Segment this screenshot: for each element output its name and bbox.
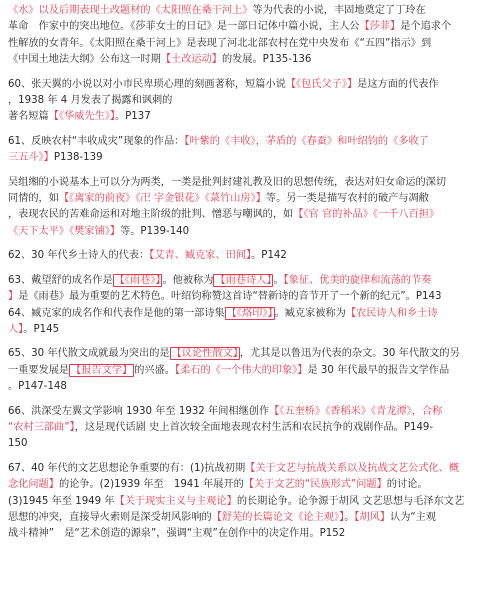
highlighted-term: 【报告文学】 — [71, 364, 133, 376]
text-line — [8, 346, 482, 362]
highlighted-term: 【叶紫的《丰收》，茅盾的《春蚕》和叶绍钧的《多收了 — [184, 135, 429, 147]
highlighted-term: 【《烙印》】 — [226, 307, 273, 319]
text-segment: 63、戴望舒的成名作是 — [8, 274, 113, 286]
text-segment: 。他被称为 — [162, 274, 214, 286]
paragraph — [8, 248, 482, 264]
text-segment: 的长期论争。论争源于胡风 文艺思想与毛泽东文艺 — [236, 495, 465, 507]
paragraph — [8, 134, 482, 167]
text-line — [8, 363, 482, 379]
text-segment: 等。P139-140 — [120, 225, 190, 237]
text-line — [8, 510, 482, 526]
paragraph — [8, 346, 482, 395]
paragraph — [8, 273, 482, 339]
text-segment: 64、臧克家的成名作和代表作是他的第一部诗集 — [8, 307, 225, 319]
text-line — [8, 420, 482, 436]
paragraph — [8, 3, 482, 69]
highlighted-term: 【象征、优美的旋律和流荡的节奏 — [283, 274, 432, 286]
text-line — [8, 77, 482, 93]
text-segment: P138-139 — [53, 152, 103, 164]
text-segment: 的讨论。 — [386, 479, 428, 491]
text-segment: 。 — [273, 274, 284, 286]
text-line — [8, 461, 482, 477]
text-segment: 是这方面的代表作 — [357, 78, 439, 90]
text-segment: 等为代表的小说，丰固地奠定了丁玲在 — [252, 5, 426, 16]
text-line — [8, 379, 482, 395]
text-segment: 《中国土地法大纲》公布这一时期 — [8, 54, 161, 66]
text-segment: 一重要发展是 — [8, 364, 70, 376]
text-segment: 等。另一类是描写农村的破产与凋敝 — [265, 193, 429, 205]
text-segment: 革命 作家中的突出地位。《莎菲女士的日记》是一部日记体中篇小说，主人公 — [8, 21, 360, 33]
text-segment: 65、30 年代散文成就最为突出的是 — [8, 348, 170, 360]
text-segment: ，1938 年 4 月发表了揭露和讽刺的 — [8, 95, 173, 107]
highlighted-term: 【艾青、臧克家、田间】 — [149, 250, 252, 262]
text-segment: 的论争。(2)1939 年至 1941 年展开的 — [58, 479, 244, 491]
text-segment: 67、40 年代的文艺思想论争重要的有：(1)抗战初期 — [8, 462, 246, 474]
highlighted-term: 【土改运动】 — [160, 54, 222, 66]
paragraph — [8, 461, 482, 543]
paragraph-gap — [8, 69, 482, 77]
highlighted-term: 《水》以及后期表现土改题材的《太阳照在桑干河上》 — [8, 5, 253, 16]
highlighted-term: “农村三部曲”】 — [8, 421, 75, 433]
highlighted-term: 【柔石的《一个伟大的印象》】 — [175, 364, 308, 376]
text-line — [8, 224, 482, 240]
text-segment: 62、30 年代乡土诗人的代表： — [8, 250, 150, 262]
text-line — [8, 134, 482, 150]
highlighted-term: 【农民诗人和乡土诗 — [345, 307, 438, 319]
text-segment: 吴组缃的小说基本上可以分为两类，一类是批判封建礼教及旧的思想传统，表达对妇女命运的深切 — [8, 176, 447, 188]
text-segment: 66、洪深受左翼文学影响 1930 年至 1932 年间相继创作 — [8, 405, 270, 417]
text-segment: 是 30 年代最早的报告文学作品 — [307, 364, 450, 376]
text-segment: 同情的，如 — [8, 193, 59, 205]
paragraph — [8, 404, 482, 453]
text-segment: 。P147-148 — [8, 381, 67, 393]
text-line — [8, 191, 482, 207]
highlighted-term: 【《华威先生》】 — [48, 111, 115, 123]
highlighted-term: 【舒芜的长篇论文《论主观》】 — [211, 511, 345, 523]
highlighted-term: 【《离家的前夜》《卍 字金银花》《菉竹山房》】 — [58, 193, 266, 205]
text-segment: 是《雨巷》最为重要的艺术特色。叶绍钧称赞这首诗“替新诗的音节开了一个新的纪元”。P143 — [18, 291, 442, 303]
text-segment: 61、反映农村“丰收成灾”现象的作品： — [8, 135, 185, 147]
highlighted-term: 【雨巷诗人】 — [215, 274, 272, 286]
highlighted-term: 【关于现实主义与主观论】 — [114, 495, 237, 507]
text-line — [8, 36, 482, 52]
highlighted-term: 人】 — [8, 323, 24, 335]
text-segment: 是个追求个 — [400, 21, 452, 33]
paragraph-gap — [8, 126, 482, 134]
text-segment: 。P142 — [251, 250, 287, 262]
text-segment: 150 — [8, 438, 28, 450]
text-segment: ，表现农民的苦难命运和对地主阶级的批判、憎恶与嘲讽的，如 — [8, 209, 294, 221]
text-line — [8, 289, 482, 305]
text-line — [8, 306, 482, 322]
paragraph-gap — [8, 453, 482, 461]
text-segment: 认为“主观 — [390, 511, 437, 523]
text-segment: 著名短篇 — [8, 111, 49, 123]
highlighted-term: 【关于文艺的“民族形式”问题】 — [243, 479, 387, 491]
text-segment: 的发展。P135-136 — [221, 54, 312, 66]
text-segment: 。P137 — [114, 111, 151, 123]
text-line — [8, 150, 482, 166]
text-line — [8, 175, 482, 191]
text-line — [8, 436, 482, 452]
text-line — [8, 207, 482, 223]
text-segment: (3)1945 年至 1949 年 — [8, 495, 115, 507]
text-line — [8, 109, 482, 125]
text-line — [8, 273, 482, 289]
highlighted-term: 【《五奎桥》《香稻米》《青龙潭》，合称 — [269, 405, 443, 417]
text-segment: ，尤其是以鲁迅为代表的杂文。30 年代散文的另 — [239, 348, 460, 360]
text-line — [8, 93, 482, 109]
highlighted-term: 《天下太平》《樊家铺》】 — [8, 225, 121, 237]
highlighted-term: 【胡风】 — [354, 511, 391, 523]
text-line — [8, 52, 482, 68]
highlighted-term: 【莎菲】 — [359, 21, 401, 33]
paragraph — [8, 77, 482, 126]
highlighted-term: 【议论性散文】 — [171, 348, 238, 360]
text-segment: ，这是现代话剧 史上首次较全面地表现农村生活和农民抗争的戏剧作品。P149- — [74, 421, 434, 433]
highlighted-term: 【关于文艺与抗战关系以及抗战文艺公式化、概 — [245, 462, 460, 474]
text-line — [8, 526, 482, 542]
paragraph-gap — [8, 396, 482, 404]
text-line — [8, 19, 482, 35]
text-line — [8, 404, 482, 420]
paragraph-gap — [8, 240, 482, 248]
text-segment: 。臧克家被称为 — [274, 307, 346, 319]
highlighted-term: 【《包氏父子》】 — [285, 78, 358, 90]
text-segment: 性解放的女青年。《太阳照在桑干河上》是表现了河北北部农村在党中央发布《“五四”指示》到 — [8, 37, 432, 49]
highlighted-term: 】 — [8, 291, 19, 303]
text-segment: 。 — [344, 511, 355, 523]
highlighted-term: 【《雨巷》】 — [114, 274, 161, 286]
text-segment: 思想的冲突，直接导火索则是深受胡风影响的 — [8, 511, 212, 523]
paragraph-gap — [8, 167, 482, 175]
text-line — [8, 3, 482, 19]
paragraph-gap — [8, 338, 482, 346]
text-segment: 。P145 — [23, 323, 60, 335]
text-line — [8, 477, 482, 493]
text-line — [8, 494, 482, 510]
text-line — [8, 322, 482, 338]
text-line — [8, 248, 482, 264]
highlighted-term: 念化问题】 — [8, 479, 59, 491]
text-segment: 60、张天翼的小说以对小市民卑琐心理的刻画著称，短篇小说 — [8, 78, 286, 90]
highlighted-term: 三五斗》】 — [8, 152, 54, 164]
highlighted-term: 【《官 官的补品》《一千八百担》 — [293, 209, 440, 221]
paragraph-gap — [8, 265, 482, 273]
paragraph — [8, 175, 482, 241]
text-segment: 的兴盛。 — [134, 364, 175, 376]
text-segment: 战斗精神” 是“艺术创造的源泉”，强调“主观”在创作中的决定作用。P152 — [8, 528, 346, 540]
